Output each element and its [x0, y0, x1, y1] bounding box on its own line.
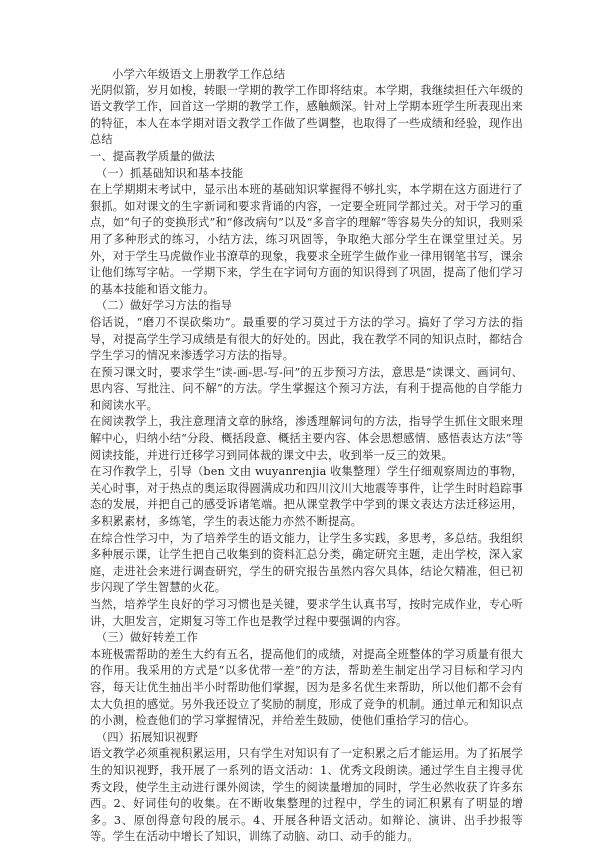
document-title: 小学六年级语文上册教学工作总结 [112, 67, 286, 81]
paragraph-weak-students: 本班极需帮助的差生大约有五名，提高他们的成绩，对提高全班整体的学习质量有很大的作用。我采用的方式是“以多优带一差”的方法，帮助差生制定出学习目标和学习内容，每天让优生抽出半小时帮助他们掌握，因为是多名优生来帮助，所以他们都不会有太大负担的感觉。另外我还设立了奖励的制度，形成了竞争的机制。通过单元和知识点的小测，检查他们的学习掌握情况，并给差生鼓励，使他们重拾学习的信心。 [90, 647, 523, 728]
paragraph-study-habits: 当然，培养学生良好的学习习惯也是关键，要求学生认真书写，按时完成作业，专心听讲，大胆发言，定期复习等工作也是教学过程中要强调的内容。 [90, 598, 523, 628]
paragraph-writing-teaching: 在习作教学上，引导（ben 文由 wuyanrenjia 收集整理）学生仔细观察周边的事物，关心时事，对于热点的奥运取得圆满成功和四川汶川大地震等事件，让学生时时趋踪事态的发展，并把自己的感受诉诸笔端。把从课堂教学中学到的课文表达方法迁移运用，多积累素材，多练笔，学生的表达能力亦然不断提高。 [90, 465, 523, 529]
document-page [90, 66, 523, 846]
subsection-heading-study-methods: （二）做好学习方法的指导 [96, 299, 233, 313]
paragraph-methods-intro: 俗话说，“磨刀不误砍柴功”。最重要的学习莫过于方法的学习。搞好了学习方法的指导，对提高学生学习成绩是有很大的好处的。因此，我在教学不同的知识点时，都结合学生学习的情况来渗透学习方法的指导。 [90, 315, 523, 363]
section-heading-improve-quality: 一、提高教学质量的做法 [90, 149, 215, 163]
paragraph-basics: 在上学期期末考试中，显示出本班的基础知识掌握得不够扎实，本学期在这方面进行了狠抓。如对课文的生字新词和要求背诵的内容，一定要全班同学都过关。对于学习的重点，如“句子的变换形式”和“修改病句”以及“多音字的理解”等容易失分的知识，我则采用了多种形式的练习，小结方法，练习巩固等，争取绝大部分学生在课堂里过关。另外，对于学生马虎做作业书潦草的现象，我要求全班学生做作业一律用钢笔书写，课余让他们练写字帖。一学期下来，学生在字词句方面的知识得到了巩固，提高了他们学习的基本技能和语文能力。 [90, 183, 523, 296]
subsection-heading-broaden-knowledge: （四）拓展知识视野 [96, 730, 199, 744]
paragraph-broaden-knowledge: 语文教学必须重视积累运用，只有学生对知识有了一定积累之后才能运用。为了拓展学生的知识视野，我开展了一系列的语文活动：1、优秀文段朗读。通过学生自主搜寻优秀文段，使学生主动进行课外阅读，学生的阅读量增加的同时，学生必然收获了许多东西。2、好词佳句的收集。在不断收集整理的过程中，学生的词汇积累有了明显的增多。3、原创得意句段的展示。4、开展各种语文活动。如辩论、演讲、出手抄报等等。学生在活动中增长了知识，训练了动脑、动口、动手的能力。 [90, 747, 523, 844]
intro-paragraph: 光阴似箭，岁月如梭，转眼一学期的教学工作即将结束。本学期，我继续担任六年级的语文教学工作，回首这一学期的教学工作，感触颇深。针对上学期本班学生所表现出来的特征，本人在本学期对语文教学工作做了些调整，也取得了一些成绩和经验，现作出总结 [90, 83, 523, 147]
paragraph-preview-method: 在预习课文时，要求学生“读-画-思-写-问”的五步预习方法，意思是“读课文、画词句、思内容、写批注、问不解”的方法。学生掌握这个预习方法，有利于提高他的自学能力和阅读水平。 [90, 365, 523, 412]
paragraph-reading-teaching: 在阅读教学上，我注意理清文章的脉络，渗透理解词句的方法，指导学生抓住文眼来理解中心，归纳小结“分段、概括段意、概括主要内容、体会思想感情、感悟表达方法”等阅读技能，并进行迁移学习到同体裁的课文中去，收到举一反三的效果。 [90, 415, 523, 462]
subsection-heading-weak-students: （三）做好转差工作 [96, 631, 199, 645]
paragraph-integrated-learning: 在综合性学习中，为了培养学生的语文能力，让学生多实践，多思考，多总结。我组织多种展示课，让学生把自己收集到的资料汇总分类，确定研究主题，走出学校，深入家庭，走进社会来进行调查研究，学生的研究报告虽然内容欠具体，结论欠精准，但已初步闪现了学生智慧的火花。 [90, 531, 523, 595]
subsection-heading-basics: （一）抓基础知识和基本技能 [96, 166, 244, 180]
